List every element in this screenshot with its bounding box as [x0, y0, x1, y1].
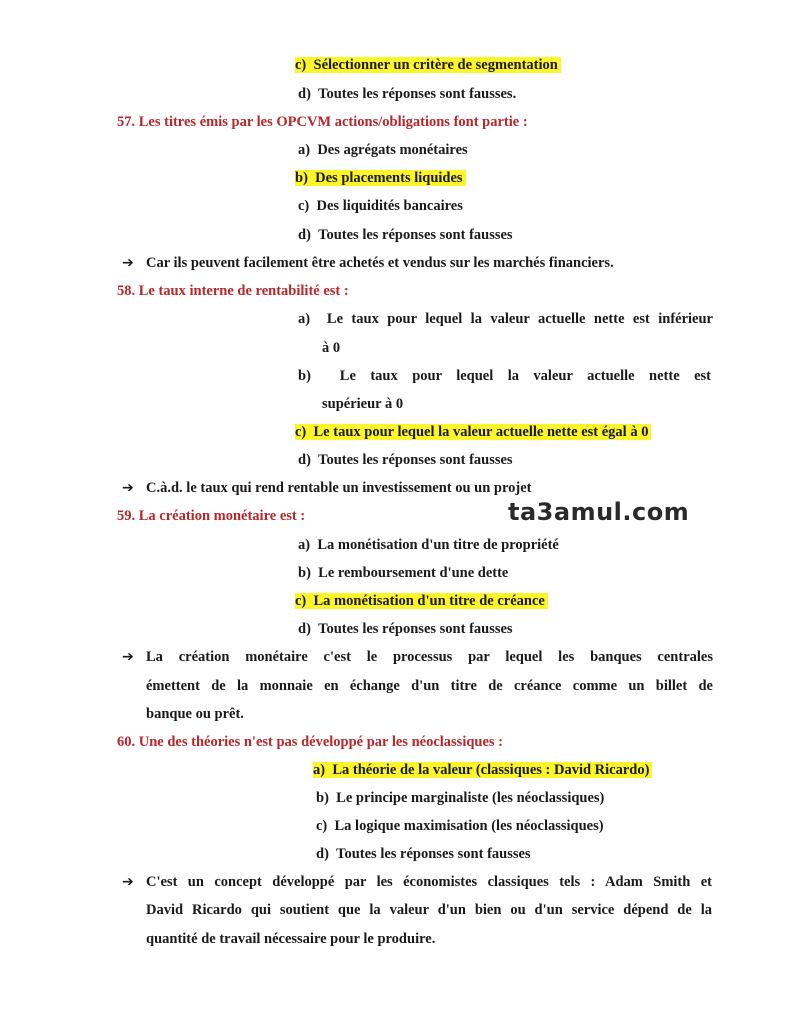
q58-explanation: ➔ C.à.d. le taux qui rend rentable un investissement ou un projet: [122, 480, 532, 496]
q59-explanation-line1: La création monétaire c'est le processus par lequel les banques centrales: [146, 649, 713, 665]
q59-option-b: b) Le remboursement d'une dette: [298, 565, 509, 581]
q60-option-a: a) La théorie de la valeur (classiques : David Ricardo): [313, 760, 652, 780]
q59-option-c: c) La monétisation d'un titre de créance: [295, 591, 548, 611]
q56-option-d: d) Toutes les réponses sont fausses.: [298, 86, 517, 102]
q58-option-a: a) Le taux pour lequel la valeur actuelle nette est inférieur: [298, 311, 713, 327]
q60-option-d: d) Toutes les réponses sont fausses: [316, 846, 531, 862]
q57-explanation: ➔ Car ils peuvent facilement être achetés et vendus sur les marchés financiers.: [122, 255, 614, 271]
q60-explanation-line3: quantité de travail nécessaire pour le produire.: [146, 931, 436, 947]
q59-option-d: d) Toutes les réponses sont fausses: [298, 621, 513, 637]
q57-option-a: a) Des agrégats monétaires: [298, 142, 468, 158]
q58-option-a-cont: à 0: [322, 340, 341, 356]
q57-option-d: d) Toutes les réponses sont fausses: [298, 227, 513, 243]
q60-explanation-line1: C'est un concept développé par les économistes classiques tels : Adam Smith et: [146, 874, 712, 890]
q56-option-c: c) Sélectionner un critère de segmentation: [295, 55, 561, 75]
q59-option-a: a) La monétisation d'un titre de propriété: [298, 537, 559, 553]
arrow-right-icon: ➔: [122, 480, 134, 496]
arrow-right-icon: ➔: [122, 649, 134, 665]
q60-explanation-line2: David Ricardo qui soutient que la valeur d'un bien ou d'un service dépend de la: [146, 902, 712, 918]
watermark: ta3amul.com: [508, 498, 690, 526]
q57-option-b: b) Des placements liquides: [295, 168, 466, 188]
q60-option-b: b) Le principe marginaliste (les néoclassiques): [316, 790, 605, 806]
q57-option-c: c) Des liquidités bancaires: [298, 198, 463, 214]
q58-option-c: c) Le taux pour lequel la valeur actuelle nette est égal à 0: [295, 422, 651, 442]
q59-title: 59. La création monétaire est :: [117, 508, 306, 524]
q57-title: 57. Les titres émis par les OPCVM actions/obligations font partie :: [117, 114, 528, 130]
q58-option-d: d) Toutes les réponses sont fausses: [298, 452, 513, 468]
arrow-right-icon: ➔: [122, 255, 134, 271]
q60-option-c: c) La logique maximisation (les néoclassiques): [316, 818, 604, 834]
q58-title: 58. Le taux interne de rentabilité est :: [117, 283, 349, 299]
q58-option-b-cont: supérieur à 0: [322, 396, 404, 412]
arrow-right-icon: ➔: [122, 874, 134, 890]
q59-explanation-line3: banque ou prêt.: [146, 706, 244, 722]
q58-option-b: b) Le taux pour lequel la valeur actuelle nette est: [298, 368, 711, 384]
q59-explanation-line2: émettent de la monnaie en échange d'un titre de créance comme un billet de: [146, 678, 713, 694]
q60-title: 60. Une des théories n'est pas développé par les néoclassiques :: [117, 734, 504, 750]
